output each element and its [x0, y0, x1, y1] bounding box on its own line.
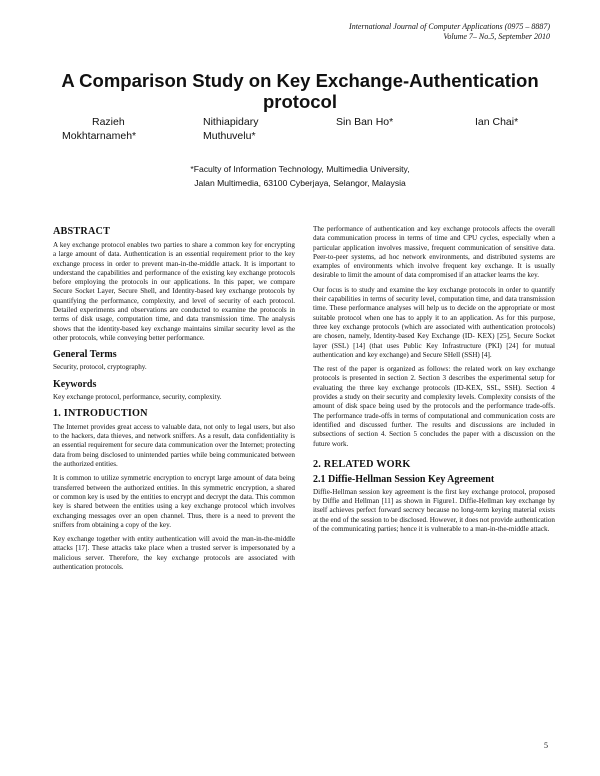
affiliation-line2: Jalan Multimedia, 63100 Cyberjaya, Selangor, Malaysia: [194, 178, 406, 188]
abstract-heading: ABSTRACT: [53, 226, 111, 237]
author-1-last: Mokhtarnameh*: [62, 130, 137, 142]
diffie-hellman-text: Diffie-Hellman session key agreement is the first key exchange protocol, proposed by Diffie and Hellman [11] as shown in Figure1. Diffie-Hellman key exchange by itself achieves perfect forward secrecy because no long-term keying material exists at the end of the session to be disclosed. However, it does not provide authentication of the communicating parties; hence it is vulnerable to a man-in-the-middle attack.: [313, 487, 555, 534]
paper-title-line2: protocol: [263, 91, 337, 112]
paper-title: [40, 70, 560, 112]
author-2: [203, 115, 258, 143]
introduction-paragraph-1: The Internet provides great access to valuable data, not only to legal users, but also to the hackers, data thieves, and network sniffers. As a result, data confidentiality is an essential requirement for secure data communication over the Internet; protecting data from being disclosed to unintended parties while being communicated between the authorized entities.: [53, 422, 295, 469]
page-number: 5: [544, 741, 548, 750]
affiliation-line1: *Faculty of Information Technology, Multimedia University,: [190, 164, 410, 174]
journal-name: International Journal of Computer Applications (0975 – 8887): [349, 22, 550, 31]
right-column: [313, 225, 555, 539]
general-terms-text: Security, protocol, cryptography.: [53, 363, 147, 372]
affiliation: [0, 162, 600, 190]
author-4: [475, 115, 518, 129]
keywords-text: Key exchange protocol, performance, security, complexity.: [53, 392, 222, 401]
author-1-first: Razieh: [92, 116, 125, 128]
paper-title-line1: A Comparison Study on Key Exchange-Authentication: [61, 70, 539, 91]
journal-header: [349, 22, 550, 42]
general-terms-heading: General Terms: [53, 349, 117, 361]
author-2-first: Nithiapidary: [203, 116, 259, 128]
abstract-text: A key exchange protocol enables two parties to share a common key for encrypting a large amount of data. Authentication is an essential requirement prior to the key exchange process in order to prevent man-in-the-middle attack. It is important to understand the capabilities and performance of the existing key exchange protocols before employing the protocols in our applications. In this paper, we compare Secure Socket Layer, Secure Shell, and Identity-based key exchange protocols by quantifying the performance, complexity, and level of security of each protocol. Detailed experiments and observations are conducted to examine the protocols in terms of disk usage, computation time, and data transmission time. The analysis shows that the identity-based key exchange maintains similar security level as the other protocols, while conveying better performance.: [53, 241, 295, 342]
author-2-last: Muthuvelu*: [203, 130, 256, 142]
author-3-name: Sin Ban Ho*: [336, 116, 394, 128]
author-3: [336, 115, 393, 129]
introduction-paragraph-3: Key exchange together with entity authentication will avoid the man-in-the-middle attacks [17]. These attacks take place when a trusted server is impersonated by a malicious server. Therefore, the key exchange protocols are associated with authentication protocols.: [53, 535, 295, 572]
left-column: [53, 226, 295, 577]
diffie-hellman-heading: 2.1 Diffie-Hellman Session Key Agreement: [313, 473, 495, 485]
body-paragraph-3: The rest of the paper is organized as follows: the related work on key exchange protocols is presented in section 2. Section 3 describes the experimental setup for evaluating the three key exchange protocols (ID-KEX, SSL, SSH). Section 4 provides a study on their security and complexity levels. Complexity consists of the amount of disk space being used by the protocols and the performance trade-offs. The performance trade-offs in terms of computational and communication costs are identified and discussed further. The results and discussions are included in subsections of section 4. Section 5 concludes the paper with a discussion on the future work.: [313, 365, 555, 448]
body-paragraph-2: Our focus is to study and examine the key exchange protocols in order to quantify their capabilities in terms of security level, computation time, and data transmission time. These performance analyses will help us to decide on the appropriate or most suitable protocol when one has to apply it to an application. As for this purpose, three key exchange protocols (which are associated with authentication protocols) are chosen, namely, Identity-based Key Exchange (ID- KEX) [25], Secure Socket layer (SSL) [14] (that uses Public Key Infrastructure (PKI) [24] for mutual authentication and key exchange) and Secure SHell (SSH) [4].: [313, 285, 555, 359]
body-paragraph-1: The performance of authentication and key exchange protocols affects the overall data communication process in terms of time and CPU cycles, especially when a particular application involves massive, frequent communication of sensitive data. Peer-to-peer systems, ad hoc network environments, and distributed systems are examples of environments which involve frequent key exchange. It is usually desirable to limit the amount of data compromised if an attacker learns the key.: [313, 225, 555, 280]
keywords-heading: Keywords: [53, 378, 97, 390]
related-work-heading: 2. RELATED WORK: [313, 458, 411, 470]
author-1: [62, 115, 137, 143]
introduction-heading: 1. INTRODUCTION: [53, 407, 148, 419]
journal-volume: Volume 7– No.5, September 2010: [443, 32, 550, 41]
introduction-paragraph-2: It is common to utilize symmetric encryption to encrypt large amount of data being transferred between the authorized entities. In this symmetric encryption, a shared or common key is used by the entities to encrypt and decrypt the data. This common key is shared between the entities using a key exchange protocol which involves exchanging messages over an open channel. Thus, there is a need to prevent the sniffers from obtaining a copy of the key.: [53, 474, 295, 529]
author-4-name: Ian Chai*: [475, 116, 519, 128]
